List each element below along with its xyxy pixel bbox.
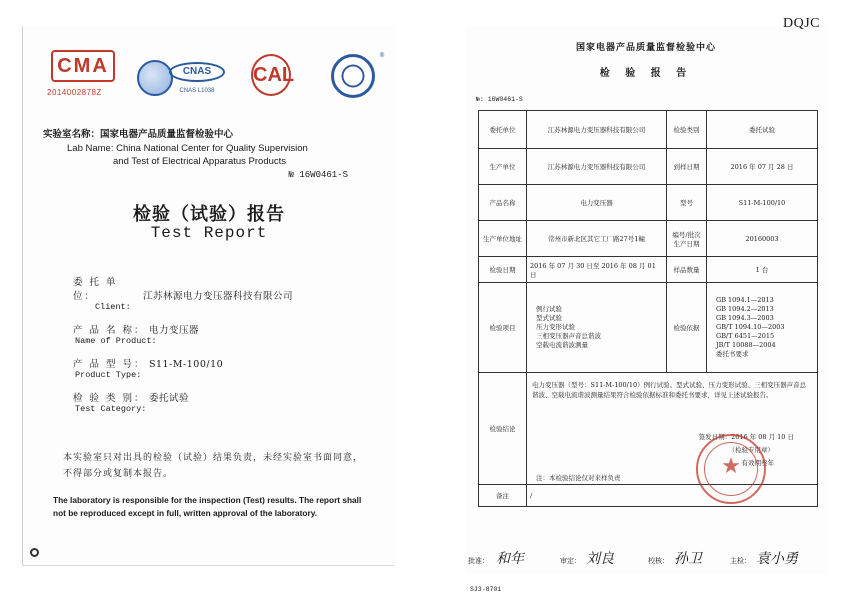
type-label: 产 品 型 号： bbox=[73, 359, 146, 370]
test-label: 主检： bbox=[730, 557, 751, 565]
check-signature-icon: 孙卫 bbox=[674, 551, 702, 567]
client-value: 江苏林源电力变压器科技有限公司 bbox=[143, 291, 294, 302]
type-value: S11-M-100/10 bbox=[149, 359, 224, 370]
note-cn-line-2: 不得部分或复制本报告。 bbox=[63, 469, 174, 479]
items-list bbox=[527, 283, 667, 373]
lab-value-en-1: China National Center for Quality Supervision bbox=[116, 143, 308, 154]
lab-label-en: Lab Name: bbox=[67, 143, 114, 154]
approve-label: 批准： bbox=[468, 557, 489, 565]
corner-mark-icon bbox=[30, 548, 39, 557]
list-item: 空载电流谐波测量 bbox=[536, 341, 588, 349]
note-cn-line-1: 本实验室只对出具的检验（试验）结果负责，未经实验室书面同意， bbox=[63, 453, 364, 463]
basis-label: 检验依据 bbox=[667, 283, 707, 373]
category-en: Test Category: bbox=[75, 404, 147, 414]
type-en: Product Type: bbox=[75, 370, 142, 380]
test-type-label: 检验类别 bbox=[667, 111, 707, 149]
sample-qty-value: 1 台 bbox=[707, 257, 818, 283]
table-row bbox=[479, 283, 818, 373]
conclusion-stamp-text: （检验专用章） bbox=[728, 445, 774, 454]
product-value: 电力变压器 bbox=[527, 185, 667, 221]
cma-logo bbox=[47, 50, 121, 97]
cnas-mark: CNAS bbox=[169, 62, 225, 82]
category-value: 委托试验 bbox=[149, 393, 190, 404]
product-en: Name of Product: bbox=[75, 336, 157, 346]
table-row bbox=[479, 221, 818, 257]
cover-title-cn: 检验（试验）报告 bbox=[133, 204, 285, 225]
client-field bbox=[73, 274, 383, 312]
conclusion-label: 检验结论 bbox=[479, 373, 527, 485]
table-row bbox=[479, 185, 818, 221]
model-label: 型号 bbox=[667, 185, 707, 221]
official-stamp-icon bbox=[696, 434, 766, 504]
lab-name-block bbox=[43, 126, 383, 167]
approve-signature-icon: 和年 bbox=[496, 551, 524, 567]
review-label: 审定： bbox=[560, 557, 581, 565]
list-item: 型式试验 bbox=[536, 314, 562, 322]
cma-number: 2014002878Z bbox=[47, 88, 102, 97]
corner-code: DQJC bbox=[782, 16, 820, 31]
cnas-logo bbox=[169, 50, 225, 94]
lab-name-en-1 bbox=[43, 143, 383, 154]
table-row bbox=[479, 149, 818, 185]
list-item: GB 1094.1—2013 bbox=[716, 296, 774, 304]
conclusion-cell bbox=[527, 373, 818, 485]
report-page bbox=[466, 16, 826, 593]
note-en bbox=[53, 494, 391, 520]
product-label: 产 品 名 称： bbox=[73, 325, 146, 336]
note-en-line-2: not be reproduced except in full, written approval of the laboratory. bbox=[53, 508, 317, 518]
list-item: JB/T 10088—2004 bbox=[716, 341, 776, 349]
client-label: 委托单位 bbox=[479, 111, 527, 149]
report-table bbox=[478, 110, 818, 507]
address-value: 常州市新北区其它工厂路27号1幢 bbox=[527, 221, 667, 257]
sample-qty-label: 样品数量 bbox=[667, 257, 707, 283]
lab-name-en-2: and Test of Electrical Apparatus Products bbox=[113, 156, 287, 167]
serial-label: 编号/批次生产日期 bbox=[667, 221, 707, 257]
items-label: 检验项目 bbox=[479, 283, 527, 373]
note-en-line-1: The laboratory is responsible for the inspection (Test) results. The report shall bbox=[53, 495, 362, 505]
lab-name-cn bbox=[43, 126, 383, 140]
client-en: Client: bbox=[95, 302, 131, 312]
manufacturer-label: 生产单位 bbox=[479, 149, 527, 185]
serial-value: 20160003 bbox=[707, 221, 818, 257]
list-item: 委托书要求 bbox=[716, 350, 749, 358]
conclusion-remark: 有效期叁年 bbox=[741, 458, 774, 467]
report-title: 检 验 报 告 bbox=[599, 68, 693, 79]
cover-title-en: Test Report bbox=[150, 224, 268, 242]
type-field bbox=[73, 356, 383, 380]
category-label: 检 验 类 别： bbox=[73, 393, 146, 404]
review-signature-icon: 刘良 bbox=[586, 551, 614, 567]
product-value: 电力变压器 bbox=[149, 325, 200, 336]
check-label: 校核： bbox=[648, 557, 669, 565]
list-item: GB 1094.3—2003 bbox=[716, 314, 774, 322]
client-label: 委 托 单 位： bbox=[73, 277, 118, 302]
client-value: 江苏林源电力变压器科技有限公司 bbox=[527, 111, 667, 149]
cal-logo: CAL bbox=[251, 54, 291, 96]
sample-date-value: 2016 年 07 月 28 日 bbox=[707, 149, 818, 185]
cover-report-number: № 16W0461-S bbox=[288, 170, 348, 180]
registered-icon: ® bbox=[379, 52, 385, 59]
cover-fields bbox=[73, 274, 383, 424]
manufacturer-value: 江苏林源电力变压器科技有限公司 bbox=[527, 149, 667, 185]
list-item: GB 1094.2—2013 bbox=[716, 305, 774, 313]
table-row bbox=[479, 111, 818, 149]
cma-mark-icon: CMA bbox=[51, 50, 115, 82]
test-date-value: 2016 年 07 月 30 日至 2016 年 08 月 01 日 bbox=[527, 257, 667, 283]
conclusion-text: 电力变压器（型号：S11-M-100/10）例行试验、型式试验、压力变形试验、三相变压器声音总谐波、空载电流谐波测量结果符合检验依据标准和委托书要求，详见上述试验报告。 bbox=[532, 380, 807, 399]
center-name: 国家电器产品质量监督检验中心 bbox=[575, 43, 716, 53]
category-field bbox=[73, 390, 383, 414]
conclusion-sign-date: 签发日期：2016 年 08 月 10 日 bbox=[698, 432, 794, 441]
cover-page bbox=[22, 26, 394, 566]
list-item: 压力变形试验 bbox=[536, 323, 575, 331]
remarks-value: / bbox=[527, 485, 818, 507]
address-label: 生产单位地址 bbox=[479, 221, 527, 257]
test-type-value: 委托试验 bbox=[707, 111, 818, 149]
test-signature-icon: 袁小勇 bbox=[756, 551, 798, 567]
lab-label-cn: 实验室名称： bbox=[43, 129, 101, 140]
certification-logos bbox=[41, 50, 385, 120]
test-date-label: 检验日期 bbox=[479, 257, 527, 283]
table-row bbox=[479, 485, 818, 507]
product-label: 产品名称 bbox=[479, 185, 527, 221]
globe-icon bbox=[137, 60, 173, 96]
form-number: SJ3-8701 bbox=[470, 586, 502, 593]
report-number: №: 16W0461-S bbox=[476, 96, 523, 103]
ilac-logo-icon bbox=[331, 54, 375, 98]
product-field bbox=[73, 322, 383, 346]
sample-date-label: 到样日期 bbox=[667, 149, 707, 185]
lab-value-cn: 国家电器产品质量监督检验中心 bbox=[100, 129, 234, 140]
list-item: GB/T 1094.10—2003 bbox=[716, 323, 785, 331]
cnas-sub: CNAS L1038 bbox=[179, 88, 215, 94]
conclusion-note: 注：本检验结论仅对来样负责 bbox=[536, 473, 621, 482]
table-row bbox=[479, 373, 818, 485]
table-row bbox=[479, 257, 818, 283]
star-icon: ★ bbox=[721, 454, 741, 479]
list-item: 例行试验 bbox=[536, 305, 562, 313]
list-item: 三相变压器声音总谐波 bbox=[536, 332, 601, 340]
basis-list bbox=[707, 283, 818, 373]
model-value: S11-M-100/10 bbox=[707, 185, 818, 221]
remarks-label: 备注 bbox=[479, 485, 527, 507]
list-item: GB/T 6451—2015 bbox=[716, 332, 775, 340]
note-cn bbox=[63, 450, 383, 482]
